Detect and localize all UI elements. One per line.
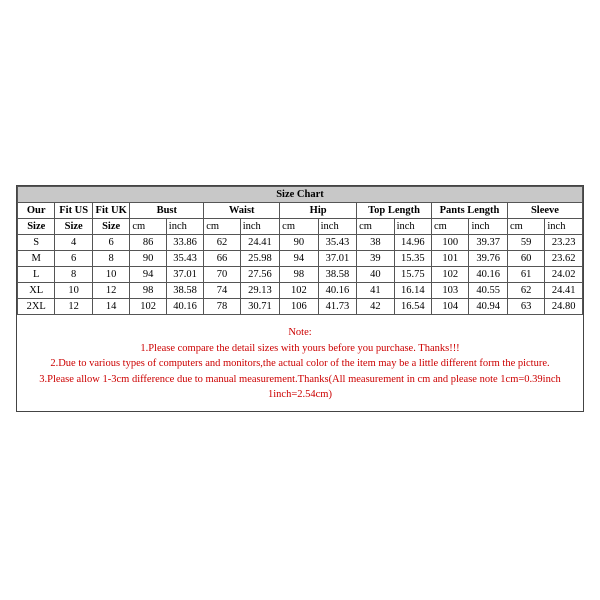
cell-pants-length-inch: 40.55 [469,283,507,299]
table-row [18,235,583,251]
cell-hip-inch: 40.16 [318,283,356,299]
cell-pants-length-cm: 100 [432,235,469,251]
cell-our-size: L [18,267,55,283]
cell-pants-length-cm: 101 [432,251,469,267]
cell-fit-uk: 12 [92,283,129,299]
cell-waist-cm: 66 [204,251,240,267]
table-row [18,251,583,267]
unit-cm: cm [357,219,394,235]
cell-bust-inch: 33.86 [166,235,203,251]
cell-sleeve-inch: 24.02 [545,267,583,283]
cell-pants-length-inch: 39.76 [469,251,507,267]
cell-fit-us: 12 [55,299,92,315]
unit-cm: cm [130,219,166,235]
note-line-3a: 3.Please allow 1-3cm difference due to manual measurement.Thanks(All measurement in cm and please note 1cm=0.39inch [39,373,561,385]
table-title: Size Chart [18,187,583,203]
cell-our-size: XL [18,283,55,299]
cell-top-length-inch: 14.96 [394,235,431,251]
cell-waist-cm: 62 [204,235,240,251]
cell-bust-inch: 38.58 [166,283,203,299]
cell-fit-uk: 8 [92,251,129,267]
header-top-length: Top Length [357,203,432,219]
unit-inch: inch [240,219,279,235]
cell-bust-inch: 35.43 [166,251,203,267]
header-our-size-2: Size [18,219,55,235]
cell-hip-inch: 38.58 [318,267,356,283]
cell-top-length-cm: 39 [357,251,394,267]
cell-bust-inch: 37.01 [166,267,203,283]
cell-top-length-inch: 15.75 [394,267,431,283]
cell-fit-uk: 10 [92,267,129,283]
unit-cm: cm [204,219,240,235]
header-sleeve: Sleeve [507,203,582,219]
cell-fit-uk: 6 [92,235,129,251]
header-fit-us: Fit US [55,203,92,219]
cell-bust-cm: 98 [130,283,166,299]
header-bust: Bust [130,203,204,219]
unit-cm: cm [507,219,544,235]
cell-bust-inch: 40.16 [166,299,203,315]
cell-pants-length-cm: 104 [432,299,469,315]
cell-our-size: 2XL [18,299,55,315]
cell-bust-cm: 102 [130,299,166,315]
cell-sleeve-inch: 23.23 [545,235,583,251]
cell-pants-length-inch: 40.16 [469,267,507,283]
cell-sleeve-inch: 24.80 [545,299,583,315]
table-row [18,283,583,299]
cell-waist-inch: 29.13 [240,283,279,299]
cell-hip-inch: 35.43 [318,235,356,251]
cell-waist-inch: 24.41 [240,235,279,251]
cell-top-length-cm: 42 [357,299,394,315]
note-line-3b: 1inch=2.54cm) [268,389,332,400]
cell-top-length-inch: 16.54 [394,299,431,315]
cell-waist-cm: 78 [204,299,240,315]
cell-pants-length-inch: 39.37 [469,235,507,251]
cell-waist-inch: 25.98 [240,251,279,267]
unit-inch: inch [318,219,356,235]
cell-hip-cm: 102 [280,283,318,299]
header-our-size: Our [18,203,55,219]
note-line-2: 2.Due to various types of computers and monitors,the actual color of the item may be a little different form the picture. [50,358,550,369]
cell-our-size: S [18,235,55,251]
cell-waist-cm: 70 [204,267,240,283]
cell-waist-inch: 27.56 [240,267,279,283]
cell-pants-length-cm: 102 [432,267,469,283]
size-chart-table [17,186,583,315]
cell-pants-length-cm: 103 [432,283,469,299]
cell-hip-cm: 90 [280,235,318,251]
cell-top-length-inch: 15.35 [394,251,431,267]
cell-hip-inch: 37.01 [318,251,356,267]
cell-sleeve-inch: 23.62 [545,251,583,267]
cell-bust-cm: 90 [130,251,166,267]
note-line-1: 1.Please compare the detail sizes with yours before you purchase. Thanks!!! [140,342,460,354]
cell-sleeve-cm: 63 [507,299,544,315]
header-waist: Waist [204,203,280,219]
cell-sleeve-cm: 59 [507,235,544,251]
cell-waist-cm: 74 [204,283,240,299]
unit-inch: inch [166,219,203,235]
note-section [17,315,583,403]
size-chart [16,185,584,412]
cell-sleeve-cm: 61 [507,267,544,283]
cell-sleeve-inch: 24.41 [545,283,583,299]
header-pants-length: Pants Length [432,203,508,219]
cell-fit-uk: 14 [92,299,129,315]
unit-inch: inch [394,219,431,235]
unit-inch: inch [545,219,583,235]
table-row [18,299,583,315]
cell-bust-cm: 86 [130,235,166,251]
cell-fit-us: 6 [55,251,92,267]
table-row [18,267,583,283]
unit-cm: cm [432,219,469,235]
cell-pants-length-inch: 40.94 [469,299,507,315]
cell-top-length-cm: 40 [357,267,394,283]
cell-hip-cm: 106 [280,299,318,315]
cell-top-length-inch: 16.14 [394,283,431,299]
cell-sleeve-cm: 60 [507,251,544,267]
cell-top-length-cm: 38 [357,235,394,251]
cell-top-length-cm: 41 [357,283,394,299]
cell-our-size: M [18,251,55,267]
header-hip: Hip [280,203,357,219]
unit-inch: inch [469,219,507,235]
cell-sleeve-cm: 62 [507,283,544,299]
header-fit-us-2: Size [55,219,92,235]
cell-bust-cm: 94 [130,267,166,283]
header-fit-uk: Fit UK [92,203,129,219]
cell-fit-us: 10 [55,283,92,299]
note-title: Note: [288,327,312,338]
cell-hip-cm: 94 [280,251,318,267]
header-fit-uk-2: Size [92,219,129,235]
cell-fit-us: 8 [55,267,92,283]
unit-cm: cm [280,219,318,235]
cell-hip-cm: 98 [280,267,318,283]
cell-fit-us: 4 [55,235,92,251]
cell-hip-inch: 41.73 [318,299,356,315]
cell-waist-inch: 30.71 [240,299,279,315]
